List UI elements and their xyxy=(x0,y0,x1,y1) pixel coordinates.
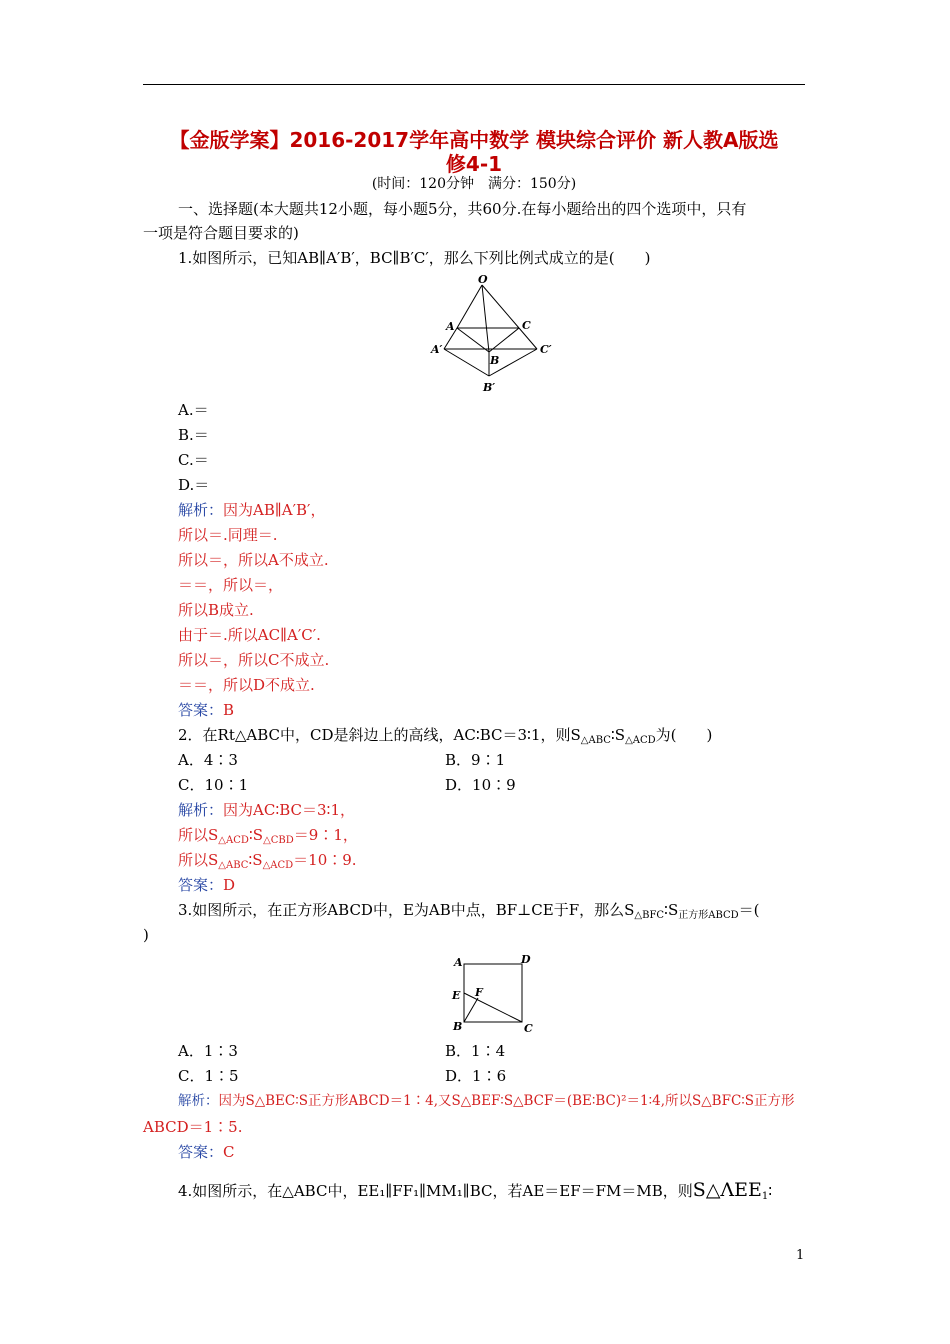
q3-stem: 3.如图所示，在正方形ABCD中，E为AB中点，BF⊥CE于F，那么$S_{\triangle BFC}∶S_{正方形ABCD}=$( xyxy=(178,901,760,921)
q1-label-c-prime: C′ xyxy=(540,343,552,356)
q2-stem: 2．在Rt△ABC中，CD是斜边上的高线，AC∶BC＝3∶1，则$S_{\triangle ABC}∶S_{\triangle ACD}$为( ) xyxy=(178,726,713,746)
q2-option-b: B．9∶1 xyxy=(445,751,506,769)
q3-option-c: C．1∶5 xyxy=(178,1067,239,1085)
q1-label-b: B xyxy=(490,354,500,367)
q1-option-c: C.＝ xyxy=(178,451,209,469)
q1-option-b: B.＝ xyxy=(178,426,209,444)
q3-analysis-label: 解析： xyxy=(178,1093,219,1109)
q3-label-f: F xyxy=(475,986,483,999)
q3-answer xyxy=(178,1142,235,1162)
q3-label-d: D xyxy=(521,953,531,966)
page-number: 1 xyxy=(796,1248,805,1263)
section-intro-line2: 一项是符合题目要求的) xyxy=(143,224,299,242)
header-rule xyxy=(143,84,805,85)
q1-analysis-label: 解析： xyxy=(178,501,224,519)
q1-label-a: A xyxy=(446,320,455,333)
q1-label-o: O xyxy=(478,273,488,286)
q1-analysis-line5: 所以B成立. xyxy=(178,601,254,619)
q2-option-c: C．10∶1 xyxy=(178,776,249,794)
q2-answer-value: D xyxy=(223,876,236,894)
q3-analysis-text: 因为S△BEC∶S正方形ABCD＝1∶4,又S△BEF∶S△BCF＝(BE∶BC)²＝1∶4,所以S△BFC∶S正方形 xyxy=(218,1093,795,1109)
q2-analysis-label: 解析： xyxy=(178,801,224,819)
q1-answer xyxy=(178,700,234,720)
q3-label-b: B xyxy=(453,1020,463,1033)
q4-stem: 4.如图所示，在△ABC中，EE₁∥FF₁∥MM₁∥BC，若AE＝EF＝FM＝MB，则$S\triangle\Lambda EE_1∶$ xyxy=(178,1179,773,1202)
q2-answer xyxy=(178,875,235,895)
q1-analysis-line8: ＝＝，所以D不成立. xyxy=(178,676,315,694)
q3-figure xyxy=(448,950,538,1039)
q2-analysis-first: 因为AC∶BC＝3∶1， xyxy=(223,801,355,819)
q1-analysis-line1 xyxy=(178,500,325,520)
q3-answer-value: C xyxy=(223,1143,235,1161)
q3-label-a: A xyxy=(454,956,463,969)
q2-analysis-line1 xyxy=(178,800,355,820)
q2-option-a: A．4∶3 xyxy=(178,751,238,769)
q3-option-d: D．1∶6 xyxy=(445,1067,507,1085)
q1-option-d: D.＝ xyxy=(178,476,210,494)
q1-analysis-line7: 所以＝，所以C不成立. xyxy=(178,651,330,669)
q1-answer-label: 答案： xyxy=(178,701,224,719)
q1-analysis-line2: 所以＝.同理＝. xyxy=(178,526,278,544)
q1-label-c: C xyxy=(522,319,531,332)
q3-option-b: B．1∶4 xyxy=(445,1042,506,1060)
q3-label-c: C xyxy=(524,1022,533,1035)
q3-option-a: A．1∶3 xyxy=(178,1042,238,1060)
q1-stem: 1.如图所示，已知AB∥A′B′，BC∥B′C′，那么下列比例式成立的是( ) xyxy=(178,249,651,267)
q1-analysis-first: 因为AB∥A′B′， xyxy=(223,501,326,519)
q3-answer-label: 答案： xyxy=(178,1143,224,1161)
time-score-info: (时间：120分钟 满分：150分) xyxy=(371,176,577,192)
q3-analysis-line2: ABCD＝1∶5. xyxy=(143,1118,243,1136)
q1-analysis-line3: 所以＝，所以A不成立. xyxy=(178,551,329,569)
q3-label-e: E xyxy=(452,989,461,1002)
q1-label-b-prime: B′ xyxy=(483,381,496,394)
q2-analysis-line3: 所以$S_{\triangle ABC}∶S_{\triangle ACD}=10∶9$. xyxy=(178,851,357,871)
q1-option-a: A.＝ xyxy=(178,401,209,419)
q1-analysis-line6: 由于＝.所以AC∥A′C′. xyxy=(178,626,321,644)
q1-analysis-line4: ＝＝，所以＝， xyxy=(178,576,284,594)
document-title-line2: 修4-1 xyxy=(445,152,503,176)
q3-analysis-line1 xyxy=(178,1091,795,1111)
q1-figure xyxy=(425,272,560,401)
section-intro-line1: 一、选择题(本大题共12小题，每小题5分，共60分.在每小题给出的四个选项中，只有 xyxy=(178,200,747,218)
q1-label-a-prime: A′ xyxy=(431,343,443,356)
q1-answer-value: B xyxy=(223,701,235,719)
q2-option-d: D．10∶9 xyxy=(445,776,516,794)
q2-answer-label: 答案： xyxy=(178,876,224,894)
document-title-line1: 【金版学案】2016-2017学年高中数学 模块综合评价 新人教A版选 xyxy=(169,128,779,152)
q2-analysis-line2: 所以$S_{\triangle ACD}∶S_{\triangle CBD}=9∶1$， xyxy=(178,826,358,846)
q3-stem-line2: ) xyxy=(143,926,149,944)
